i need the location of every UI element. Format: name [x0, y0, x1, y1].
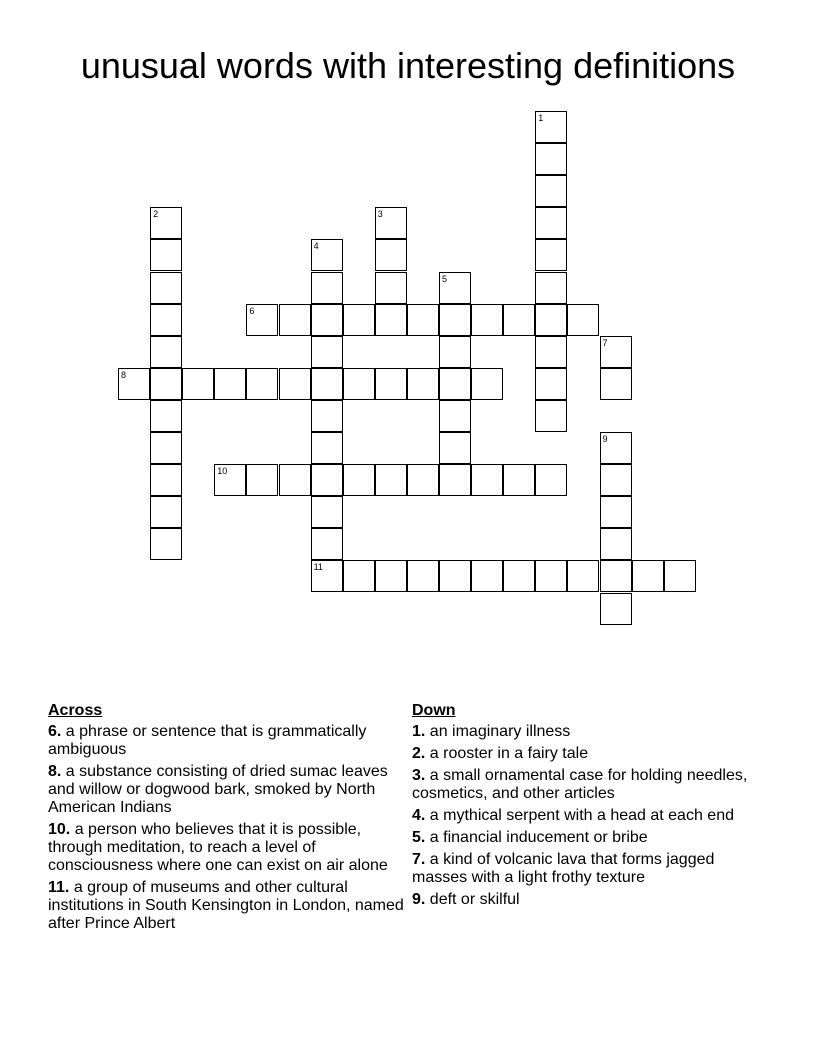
- crossword-cell[interactable]: [375, 207, 407, 239]
- clue-number: 2.: [412, 745, 426, 762]
- clue-down-1: [412, 723, 752, 741]
- cell-number: 6: [249, 305, 255, 316]
- clue-number: 11.: [48, 879, 70, 896]
- crossword-cell[interactable]: [535, 304, 567, 336]
- crossword-cell[interactable]: [343, 304, 375, 336]
- clue-text: a person who believes that it is possible, through meditation, to reach a level of consciousness where one can exist on air alone: [48, 821, 388, 874]
- crossword-cell[interactable]: [246, 464, 278, 496]
- clue-text: a small ornamental case for holding needles, cosmetics, and other articles: [412, 767, 748, 802]
- cell-number: 9: [602, 434, 608, 444]
- crossword-cell[interactable]: [535, 400, 567, 432]
- crossword-cell[interactable]: [567, 304, 599, 336]
- clue-down-4: [412, 807, 752, 825]
- across-heading: Across: [48, 702, 103, 719]
- clue-text: a substance consisting of dried sumac leaves and willow or dogwood bark, smoked by North American Indians: [48, 763, 388, 816]
- crossword-cell[interactable]: [150, 528, 182, 560]
- crossword-cell[interactable]: [503, 304, 535, 336]
- cell-number: 8: [121, 369, 127, 380]
- crossword-cell[interactable]: [246, 368, 278, 400]
- clue-text: a financial inducement or bribe: [429, 829, 648, 846]
- clue-text: an imaginary illness: [429, 723, 571, 740]
- crossword-cell[interactable]: [150, 207, 182, 239]
- clue-down-3: [412, 767, 752, 803]
- crossword-cell[interactable]: [600, 560, 632, 592]
- crossword-cell[interactable]: [471, 560, 503, 592]
- crossword-cell[interactable]: [246, 304, 278, 336]
- crossword-cell[interactable]: [311, 528, 343, 560]
- clue-text: a rooster in a fairy tale: [429, 745, 589, 762]
- crossword-cell[interactable]: [664, 560, 696, 592]
- clue-across-8: [48, 763, 408, 817]
- crossword-cell[interactable]: [535, 336, 567, 368]
- down-heading: Down: [412, 702, 456, 719]
- crossword-cell[interactable]: [150, 272, 182, 304]
- crossword-cell[interactable]: [150, 496, 182, 528]
- crossword-cell[interactable]: [535, 175, 567, 207]
- crossword-cell[interactable]: [150, 368, 182, 400]
- crossword-cell[interactable]: [311, 368, 343, 400]
- crossword-cell[interactable]: [279, 464, 311, 496]
- clue-across-6: [48, 723, 408, 759]
- across-clues: [48, 702, 408, 937]
- clue-number: 7.: [412, 851, 426, 868]
- clue-number: 9.: [412, 891, 426, 908]
- crossword-cell[interactable]: [150, 432, 182, 464]
- clue-number: 10.: [48, 821, 71, 838]
- crossword-cell[interactable]: [439, 368, 471, 400]
- crossword-cell[interactable]: [182, 368, 214, 400]
- crossword-cell[interactable]: [343, 560, 375, 592]
- cell-number: 3: [377, 209, 383, 220]
- clue-across-10: [48, 821, 408, 875]
- crossword-cell[interactable]: [118, 368, 150, 400]
- clue-across-11: [48, 879, 408, 933]
- clue-down-9: [412, 891, 752, 909]
- crossword-cell[interactable]: [471, 464, 503, 496]
- crossword-cell[interactable]: [375, 304, 407, 336]
- clue-number: 5.: [412, 829, 426, 846]
- crossword-cell[interactable]: [535, 560, 567, 592]
- crossword-cell[interactable]: [439, 464, 471, 496]
- clue-down-5: [412, 829, 752, 847]
- crossword-cell[interactable]: [503, 560, 535, 592]
- cell-number: 10: [217, 466, 228, 477]
- crossword-cell[interactable]: [600, 368, 632, 400]
- clue-text: deft or skilful: [429, 891, 520, 908]
- crossword-cell[interactable]: [439, 304, 471, 336]
- crossword-cell[interactable]: [311, 464, 343, 496]
- crossword-cell[interactable]: [311, 304, 343, 336]
- clue-text: a kind of volcanic lava that forms jagged masses with a light frothy texture: [412, 851, 715, 886]
- clue-text: a phrase or sentence that is grammatically ambiguous: [48, 723, 367, 758]
- crossword-cell[interactable]: [311, 432, 343, 464]
- clue-number: 1.: [412, 723, 426, 740]
- crossword-cell[interactable]: [311, 400, 343, 432]
- crossword-cell[interactable]: [600, 593, 632, 625]
- clue-down-2: [412, 745, 752, 763]
- crossword-cell[interactable]: [214, 464, 246, 496]
- crossword-cell[interactable]: [150, 464, 182, 496]
- crossword-cell[interactable]: [279, 304, 311, 336]
- crossword-cell[interactable]: [535, 111, 567, 143]
- crossword-cell[interactable]: [439, 400, 471, 432]
- crossword-cell[interactable]: [375, 272, 407, 304]
- crossword-cell[interactable]: [407, 368, 439, 400]
- crossword-cell[interactable]: [311, 272, 343, 304]
- crossword-cell[interactable]: [407, 464, 439, 496]
- clue-number: 8.: [48, 763, 62, 780]
- crossword-cell[interactable]: [535, 272, 567, 304]
- crossword-cell[interactable]: [600, 464, 632, 496]
- crossword-cell[interactable]: [439, 336, 471, 368]
- crossword-cell[interactable]: [471, 368, 503, 400]
- crossword-cell[interactable]: [439, 272, 471, 304]
- crossword-cell[interactable]: [535, 368, 567, 400]
- crossword-cell[interactable]: [407, 304, 439, 336]
- cell-number: 4: [313, 241, 319, 252]
- clue-number: 6.: [48, 723, 62, 740]
- crossword-cell[interactable]: [439, 560, 471, 592]
- crossword-cell[interactable]: [471, 304, 503, 336]
- crossword-cell[interactable]: [150, 400, 182, 432]
- clue-number: 3.: [412, 767, 426, 784]
- crossword-cell[interactable]: [535, 207, 567, 239]
- crossword-cell[interactable]: [150, 239, 182, 271]
- crossword-cell[interactable]: [535, 464, 567, 496]
- cell-number: 5: [442, 273, 448, 284]
- crossword-cell[interactable]: [375, 368, 407, 400]
- crossword-cell[interactable]: [600, 432, 632, 464]
- crossword-cell[interactable]: [375, 239, 407, 271]
- crossword-cell[interactable]: [343, 464, 375, 496]
- crossword-cell[interactable]: [600, 528, 632, 560]
- clue-down-7: [412, 851, 752, 887]
- cell-number: 1: [538, 113, 544, 123]
- crossword-cell[interactable]: [311, 560, 343, 592]
- cell-number: 11: [313, 562, 323, 573]
- clue-text: a group of museums and other cultural institutions in South Kensington in London, named after Prince Albert: [48, 879, 404, 932]
- crossword-cell[interactable]: [311, 496, 343, 528]
- cell-number: 2: [153, 209, 159, 220]
- crossword-cell[interactable]: [375, 560, 407, 592]
- clue-number: 4.: [412, 807, 426, 824]
- crossword-cell[interactable]: [567, 560, 599, 592]
- crossword-cell[interactable]: [311, 336, 343, 368]
- crossword-cell[interactable]: [343, 368, 375, 400]
- crossword-cell[interactable]: [600, 496, 632, 528]
- crossword-cell[interactable]: [150, 336, 182, 368]
- crossword-cell[interactable]: [439, 432, 471, 464]
- crossword-cell[interactable]: [311, 239, 343, 271]
- crossword-cell[interactable]: [632, 560, 664, 592]
- crossword-cell[interactable]: [214, 368, 246, 400]
- down-clues: [412, 702, 752, 913]
- cell-number: 7: [602, 337, 608, 348]
- crossword-cell[interactable]: [600, 336, 632, 368]
- crossword-cell[interactable]: [503, 464, 535, 496]
- crossword-cell[interactable]: [279, 368, 311, 400]
- crossword-cell[interactable]: [150, 304, 182, 336]
- crossword-cell[interactable]: [375, 464, 407, 496]
- clue-text: a mythical serpent with a head at each end: [429, 807, 734, 824]
- crossword-cell[interactable]: [407, 560, 439, 592]
- crossword-cell[interactable]: [535, 239, 567, 271]
- puzzle-title: unusual words with interesting definitions: [80, 45, 736, 86]
- crossword-cell[interactable]: [535, 143, 567, 175]
